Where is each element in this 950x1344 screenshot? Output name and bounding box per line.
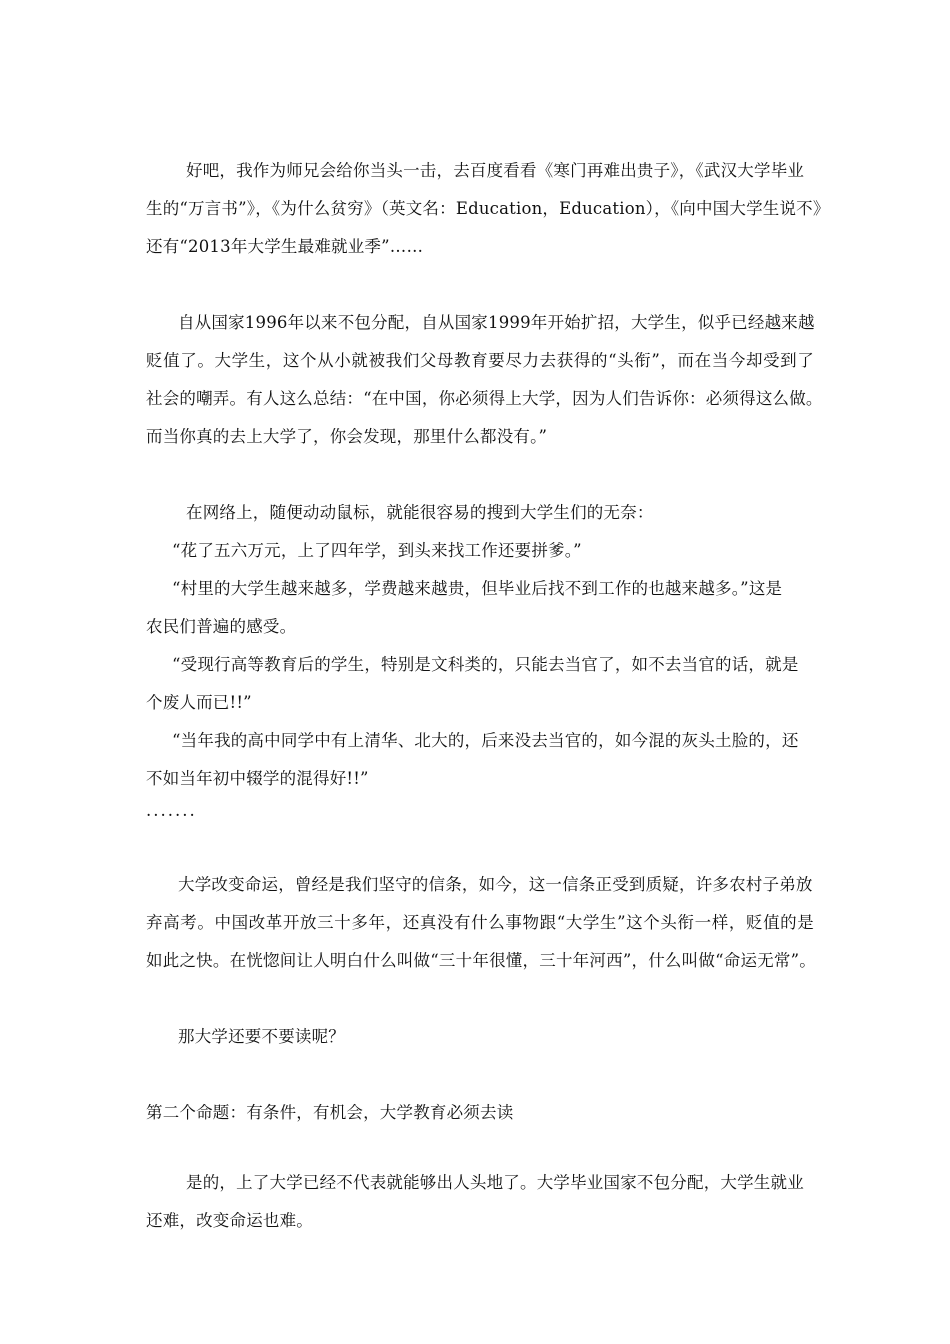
quote-3-line1: “受现行高等教育后的学生，特别是文科类的，只能去当官了，如不去当官的话，就是	[172, 655, 799, 674]
paragraph1-line2: 生的“万言书”》，《为什么贫穷》（英文名：Education，Education），《向中国大学生说不》	[146, 199, 830, 218]
paragraph4-line3: 如此之快。在恍惚间让人明白什么叫做“三十年很懂，三十年河西”，什么叫做“命运无常”。	[146, 951, 816, 970]
paragraph2-line3: 社会的嘲弄。有人这么总结：“在中国，你必须得上大学，因为人们告诉你：必须得这么做。	[146, 389, 823, 408]
paragraph2-line4: 而当你真的去上大学了，你会发现，那里什么都没有。”	[146, 427, 548, 446]
paragraph3-intro: 在网络上，随便动动鼠标，就能很容易的搜到大学生们的无奈：	[186, 503, 654, 522]
paragraph2-line2: 贬值了。大学生，这个从小就被我们父母教育要尽力去获得的“头衔”，而在当今却受到了	[146, 351, 814, 370]
quote-1: “花了五六万元，上了四年学，到头来找工作还要拼爹。”	[172, 541, 582, 560]
quote-3-line2: 个废人而已!!”	[146, 693, 252, 712]
ellipsis: .......	[146, 801, 197, 820]
section-heading: 第二个命题：有条件，有机会，大学教育必须去读	[146, 1103, 514, 1122]
paragraph5-line2: 还难，改变命运也难。	[146, 1211, 313, 1230]
paragraph4-line1: 大学改变命运，曾经是我们坚守的信条，如今，这一信条正受到质疑，许多农村子弟放	[178, 875, 813, 894]
paragraph4-line2: 弃高考。中国改革开放三十多年，还真没有什么事物跟“大学生”这个头衔一样，贬值的是	[146, 913, 814, 932]
quote-2-line1: “村里的大学生越来越多，学费越来越贵，但毕业后找不到工作的也越来越多。”这是	[172, 579, 783, 598]
quote-2-line2: 农民们普遍的感受。	[146, 617, 297, 636]
question-line: 那大学还要不要读呢？	[178, 1027, 345, 1046]
paragraph1-line1: 好吧，我作为师兄会给你当头一击，去百度看看《寒门再难出贵子》，《武汉大学毕业	[186, 161, 805, 180]
paragraph5-line1: 是的，上了大学已经不代表就能够出人头地了。大学毕业国家不包分配，大学生就业	[186, 1173, 804, 1192]
paragraph2-line1: 自从国家1996年以来不包分配，自从国家1999年开始扩招，大学生，似乎已经越来越	[178, 313, 815, 332]
quote-4-line2: 不如当年初中辍学的混得好!!”	[146, 769, 369, 788]
quote-4-line1: “当年我的高中同学中有上清华、北大的，后来没去当官的，如今混的灰头土脸的，还	[172, 731, 799, 750]
paragraph1-line3: 还有“2013年大学生最难就业季”……	[146, 237, 424, 256]
